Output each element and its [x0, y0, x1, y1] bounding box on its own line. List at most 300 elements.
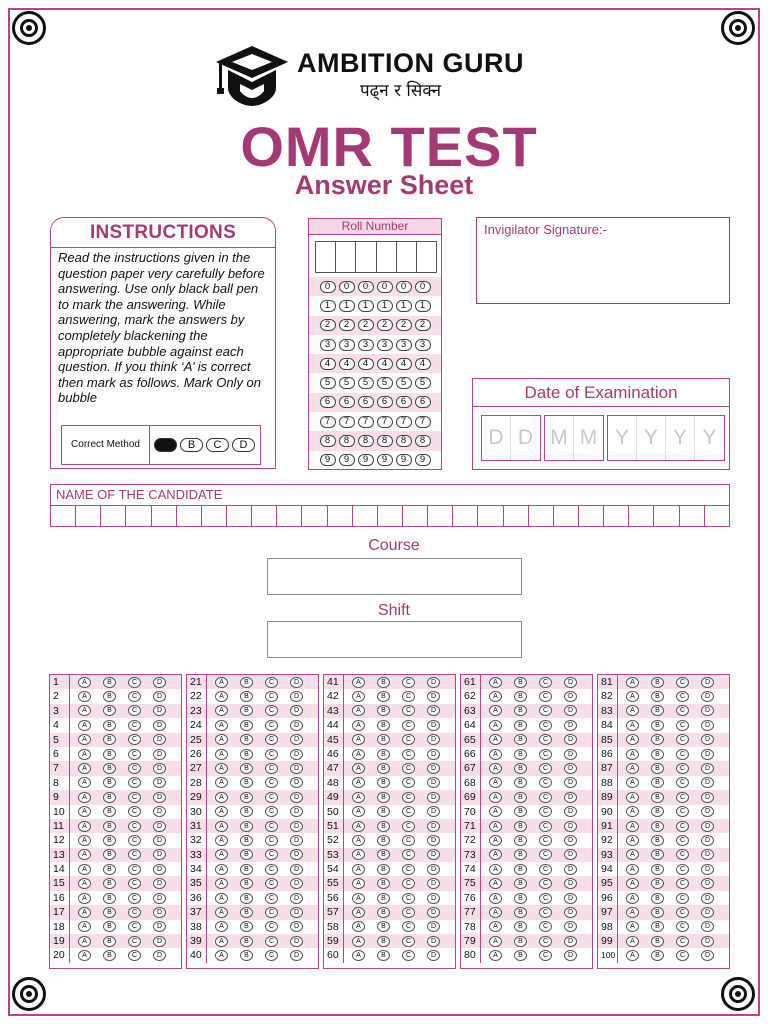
- answer-bubble-a[interactable]: A: [78, 792, 91, 803]
- answer-bubble-a[interactable]: A: [78, 878, 91, 889]
- answer-bubble-d[interactable]: D: [564, 763, 577, 774]
- name-letter-cell[interactable]: [403, 506, 428, 526]
- roll-digit-bubble[interactable]: 2: [339, 319, 355, 331]
- answer-bubble-d[interactable]: D: [564, 921, 577, 932]
- answer-bubble-c[interactable]: C: [402, 821, 415, 832]
- answer-bubble-c[interactable]: C: [402, 849, 415, 860]
- answer-bubble-c[interactable]: C: [539, 849, 552, 860]
- roll-digit-bubble[interactable]: 0: [320, 281, 336, 293]
- roll-digit-bubble[interactable]: 2: [358, 319, 374, 331]
- answer-bubble-c[interactable]: C: [539, 907, 552, 918]
- answer-bubble-a[interactable]: A: [78, 921, 91, 932]
- answer-bubble-a[interactable]: A: [352, 792, 365, 803]
- answer-bubble-d[interactable]: D: [290, 749, 303, 760]
- answer-bubble-b[interactable]: B: [651, 849, 664, 860]
- roll-digit-bubble[interactable]: 6: [339, 396, 355, 408]
- answer-bubble-b[interactable]: B: [240, 907, 253, 918]
- answer-bubble-a[interactable]: A: [626, 691, 639, 702]
- answer-bubble-d[interactable]: D: [153, 907, 166, 918]
- answer-bubble-c[interactable]: C: [539, 821, 552, 832]
- answer-bubble-a[interactable]: A: [352, 734, 365, 745]
- answer-bubble-c[interactable]: C: [128, 749, 141, 760]
- answer-bubble-a[interactable]: A: [215, 878, 228, 889]
- answer-bubble-d[interactable]: D: [427, 849, 440, 860]
- roll-number-entry-boxes[interactable]: [315, 241, 437, 273]
- roll-digit-bubble[interactable]: 4: [396, 358, 412, 370]
- answer-bubble-a[interactable]: A: [215, 720, 228, 731]
- answer-bubble-c[interactable]: C: [539, 893, 552, 904]
- roll-digit-bubble[interactable]: 2: [415, 319, 431, 331]
- name-letter-cell[interactable]: [680, 506, 705, 526]
- answer-bubble-c[interactable]: C: [676, 749, 689, 760]
- roll-digit-bubble[interactable]: 3: [415, 339, 431, 351]
- answer-bubble-a[interactable]: A: [78, 763, 91, 774]
- answer-bubble-c[interactable]: C: [676, 849, 689, 860]
- roll-digit-bubble[interactable]: 7: [415, 416, 431, 428]
- answer-bubble-c[interactable]: C: [539, 705, 552, 716]
- answer-bubble-c[interactable]: C: [402, 936, 415, 947]
- answer-bubble-b[interactable]: B: [377, 821, 390, 832]
- answer-bubble-a[interactable]: A: [78, 734, 91, 745]
- answer-bubble-b[interactable]: B: [377, 936, 390, 947]
- roll-digit-bubble[interactable]: 8: [320, 435, 336, 447]
- answer-bubble-a[interactable]: A: [215, 936, 228, 947]
- answer-bubble-b[interactable]: B: [240, 691, 253, 702]
- answer-bubble-c[interactable]: C: [676, 835, 689, 846]
- answer-bubble-b[interactable]: B: [514, 749, 527, 760]
- answer-bubble-d[interactable]: D: [153, 878, 166, 889]
- answer-bubble-a[interactable]: A: [489, 749, 502, 760]
- answer-bubble-b[interactable]: B: [240, 878, 253, 889]
- answer-bubble-a[interactable]: A: [626, 777, 639, 788]
- answer-bubble-a[interactable]: A: [489, 893, 502, 904]
- answer-bubble-d[interactable]: D: [701, 921, 714, 932]
- roll-digit-bubble[interactable]: 4: [358, 358, 374, 370]
- answer-bubble-a[interactable]: A: [352, 893, 365, 904]
- roll-digit-bubble[interactable]: 8: [415, 435, 431, 447]
- month-cell[interactable]: M: [579, 426, 598, 449]
- roll-digit-bubble[interactable]: 1: [377, 300, 393, 312]
- answer-bubble-a[interactable]: A: [352, 705, 365, 716]
- answer-bubble-b[interactable]: B: [103, 720, 116, 731]
- answer-bubble-d[interactable]: D: [153, 806, 166, 817]
- answer-bubble-a[interactable]: A: [626, 907, 639, 918]
- answer-bubble-a[interactable]: A: [489, 821, 502, 832]
- answer-bubble-b[interactable]: B: [651, 821, 664, 832]
- answer-bubble-a[interactable]: A: [215, 705, 228, 716]
- roll-digit-bubble[interactable]: 6: [396, 396, 412, 408]
- answer-bubble-b[interactable]: B: [651, 777, 664, 788]
- answer-bubble-c[interactable]: C: [676, 792, 689, 803]
- answer-bubble-b[interactable]: B: [377, 691, 390, 702]
- roll-digit-bubble[interactable]: 1: [358, 300, 374, 312]
- answer-bubble-b[interactable]: B: [240, 705, 253, 716]
- answer-bubble-d[interactable]: D: [427, 806, 440, 817]
- answer-bubble-d[interactable]: D: [290, 734, 303, 745]
- answer-bubble-a[interactable]: A: [78, 864, 91, 875]
- answer-bubble-c[interactable]: C: [402, 835, 415, 846]
- answer-bubble-c[interactable]: C: [265, 720, 278, 731]
- answer-bubble-a[interactable]: A: [215, 763, 228, 774]
- answer-bubble-b[interactable]: B: [240, 864, 253, 875]
- answer-bubble-a[interactable]: A: [489, 777, 502, 788]
- answer-bubble-d[interactable]: D: [153, 821, 166, 832]
- answer-bubble-b[interactable]: B: [103, 705, 116, 716]
- answer-bubble-b[interactable]: B: [514, 878, 527, 889]
- answer-bubble-b[interactable]: B: [514, 705, 527, 716]
- answer-bubble-d[interactable]: D: [427, 763, 440, 774]
- answer-bubble-a[interactable]: A: [215, 821, 228, 832]
- answer-bubble-b[interactable]: B: [103, 936, 116, 947]
- answer-bubble-c[interactable]: C: [265, 835, 278, 846]
- roll-digit-bubble[interactable]: 7: [358, 416, 374, 428]
- answer-bubble-d[interactable]: D: [427, 950, 440, 961]
- name-letter-cell[interactable]: [227, 506, 252, 526]
- answer-bubble-a[interactable]: A: [352, 921, 365, 932]
- shift-field[interactable]: [267, 621, 522, 658]
- roll-digit-box[interactable]: [397, 242, 417, 272]
- answer-bubble-d[interactable]: D: [153, 763, 166, 774]
- year-cell[interactable]: Y: [637, 416, 666, 460]
- answer-bubble-b[interactable]: B: [651, 864, 664, 875]
- answer-bubble-c[interactable]: C: [128, 936, 141, 947]
- answer-bubble-c[interactable]: C: [402, 950, 415, 961]
- answer-bubble-d[interactable]: D: [427, 878, 440, 889]
- answer-bubble-b[interactable]: B: [514, 907, 527, 918]
- year-cell[interactable]: Y: [608, 416, 637, 460]
- answer-bubble-b[interactable]: B: [377, 720, 390, 731]
- roll-digit-bubble[interactable]: 5: [358, 377, 374, 389]
- answer-bubble-b[interactable]: B: [377, 734, 390, 745]
- answer-bubble-d[interactable]: D: [153, 777, 166, 788]
- answer-bubble-d[interactable]: D: [701, 806, 714, 817]
- roll-digit-bubble[interactable]: 4: [320, 358, 336, 370]
- answer-bubble-d[interactable]: D: [427, 777, 440, 788]
- answer-bubble-d[interactable]: D: [153, 921, 166, 932]
- answer-bubble-d[interactable]: D: [427, 749, 440, 760]
- answer-bubble-b[interactable]: B: [103, 821, 116, 832]
- answer-bubble-c[interactable]: C: [676, 878, 689, 889]
- answer-bubble-c[interactable]: C: [128, 691, 141, 702]
- roll-digit-bubble[interactable]: 4: [377, 358, 393, 370]
- answer-bubble-a[interactable]: A: [626, 806, 639, 817]
- answer-bubble-d[interactable]: D: [564, 749, 577, 760]
- answer-bubble-b[interactable]: B: [103, 921, 116, 932]
- course-field[interactable]: [267, 558, 522, 595]
- answer-bubble-c[interactable]: C: [128, 907, 141, 918]
- answer-bubble-d[interactable]: D: [153, 864, 166, 875]
- answer-bubble-a[interactable]: A: [626, 763, 639, 774]
- answer-bubble-c[interactable]: C: [265, 878, 278, 889]
- answer-bubble-c[interactable]: C: [265, 705, 278, 716]
- answer-bubble-d[interactable]: D: [564, 806, 577, 817]
- answer-bubble-d[interactable]: D: [564, 936, 577, 947]
- answer-bubble-b[interactable]: B: [103, 777, 116, 788]
- answer-bubble-c[interactable]: C: [128, 777, 141, 788]
- answer-bubble-a[interactable]: A: [489, 864, 502, 875]
- name-letter-cell[interactable]: [654, 506, 679, 526]
- answer-bubble-a[interactable]: A: [489, 792, 502, 803]
- answer-bubble-a[interactable]: A: [352, 936, 365, 947]
- answer-bubble-d[interactable]: D: [290, 950, 303, 961]
- answer-bubble-c[interactable]: C: [402, 907, 415, 918]
- answer-bubble-a[interactable]: A: [352, 777, 365, 788]
- roll-digit-bubble[interactable]: 3: [377, 339, 393, 351]
- answer-bubble-a[interactable]: A: [215, 849, 228, 860]
- answer-bubble-d[interactable]: D: [153, 720, 166, 731]
- roll-digit-bubble[interactable]: 5: [320, 377, 336, 389]
- answer-bubble-a[interactable]: A: [626, 821, 639, 832]
- roll-digit-bubble[interactable]: 7: [339, 416, 355, 428]
- answer-bubble-b[interactable]: B: [651, 950, 664, 961]
- answer-bubble-c[interactable]: C: [676, 677, 689, 688]
- answer-bubble-d[interactable]: D: [701, 950, 714, 961]
- answer-bubble-b[interactable]: B: [514, 821, 527, 832]
- answer-bubble-b[interactable]: B: [651, 878, 664, 889]
- answer-bubble-a[interactable]: A: [215, 835, 228, 846]
- answer-bubble-d[interactable]: D: [153, 734, 166, 745]
- answer-bubble-d[interactable]: D: [153, 705, 166, 716]
- answer-bubble-d[interactable]: D: [564, 734, 577, 745]
- answer-bubble-a[interactable]: A: [489, 806, 502, 817]
- answer-bubble-d[interactable]: D: [427, 705, 440, 716]
- answer-bubble-d[interactable]: D: [427, 821, 440, 832]
- answer-bubble-c[interactable]: C: [676, 720, 689, 731]
- answer-bubble-d[interactable]: D: [427, 921, 440, 932]
- answer-bubble-c[interactable]: C: [265, 936, 278, 947]
- roll-digit-bubble[interactable]: 9: [339, 454, 355, 466]
- answer-bubble-c[interactable]: C: [265, 907, 278, 918]
- roll-digit-bubble[interactable]: 9: [377, 454, 393, 466]
- answer-bubble-a[interactable]: A: [489, 720, 502, 731]
- roll-digit-bubble[interactable]: 0: [358, 281, 374, 293]
- answer-bubble-c[interactable]: C: [539, 691, 552, 702]
- answer-bubble-c[interactable]: C: [265, 749, 278, 760]
- answer-bubble-a[interactable]: A: [626, 878, 639, 889]
- answer-bubble-d[interactable]: D: [564, 950, 577, 961]
- name-letter-cell[interactable]: [705, 506, 729, 526]
- answer-bubble-b[interactable]: B: [103, 950, 116, 961]
- roll-digit-bubble[interactable]: 1: [415, 300, 431, 312]
- answer-bubble-d[interactable]: D: [564, 835, 577, 846]
- answer-bubble-a[interactable]: A: [78, 720, 91, 731]
- name-letter-cell[interactable]: [604, 506, 629, 526]
- name-letter-cell[interactable]: [629, 506, 654, 526]
- answer-bubble-a[interactable]: A: [352, 907, 365, 918]
- answer-bubble-b[interactable]: B: [240, 734, 253, 745]
- answer-bubble-d[interactable]: D: [701, 734, 714, 745]
- answer-bubble-c[interactable]: C: [402, 777, 415, 788]
- answer-bubble-a[interactable]: A: [626, 749, 639, 760]
- invigilator-signature-box[interactable]: [476, 217, 730, 304]
- answer-bubble-c[interactable]: C: [676, 921, 689, 932]
- answer-bubble-c[interactable]: C: [265, 691, 278, 702]
- answer-bubble-b[interactable]: B: [377, 921, 390, 932]
- answer-bubble-b[interactable]: B: [514, 677, 527, 688]
- answer-bubble-a[interactable]: A: [626, 921, 639, 932]
- roll-digit-bubble[interactable]: 6: [415, 396, 431, 408]
- answer-bubble-b[interactable]: B: [377, 849, 390, 860]
- answer-bubble-d[interactable]: D: [701, 821, 714, 832]
- answer-bubble-a[interactable]: A: [626, 893, 639, 904]
- answer-bubble-d[interactable]: D: [290, 878, 303, 889]
- answer-bubble-a[interactable]: A: [352, 950, 365, 961]
- name-letter-cell[interactable]: [51, 506, 76, 526]
- answer-bubble-b[interactable]: B: [240, 921, 253, 932]
- answer-bubble-d[interactable]: D: [290, 821, 303, 832]
- roll-digit-bubble[interactable]: 9: [415, 454, 431, 466]
- answer-bubble-c[interactable]: C: [402, 734, 415, 745]
- answer-bubble-b[interactable]: B: [651, 835, 664, 846]
- answer-bubble-b[interactable]: B: [514, 734, 527, 745]
- answer-bubble-c[interactable]: C: [265, 950, 278, 961]
- roll-digit-bubble[interactable]: 7: [377, 416, 393, 428]
- answer-bubble-b[interactable]: B: [103, 749, 116, 760]
- answer-bubble-b[interactable]: B: [377, 677, 390, 688]
- answer-bubble-c[interactable]: C: [402, 893, 415, 904]
- roll-digit-bubble[interactable]: 7: [320, 416, 336, 428]
- answer-bubble-b[interactable]: B: [377, 792, 390, 803]
- answer-bubble-c[interactable]: C: [265, 734, 278, 745]
- roll-digit-box[interactable]: [316, 242, 336, 272]
- answer-bubble-b[interactable]: B: [240, 821, 253, 832]
- answer-bubble-c[interactable]: C: [539, 777, 552, 788]
- roll-digit-bubble[interactable]: 3: [396, 339, 412, 351]
- roll-digit-bubble[interactable]: 2: [396, 319, 412, 331]
- answer-bubble-c[interactable]: C: [402, 921, 415, 932]
- answer-bubble-a[interactable]: A: [78, 849, 91, 860]
- answer-bubble-d[interactable]: D: [427, 835, 440, 846]
- answer-bubble-d[interactable]: D: [564, 878, 577, 889]
- answer-bubble-d[interactable]: D: [290, 936, 303, 947]
- answer-bubble-c[interactable]: C: [265, 792, 278, 803]
- answer-bubble-b[interactable]: B: [103, 893, 116, 904]
- answer-bubble-b[interactable]: B: [377, 878, 390, 889]
- answer-bubble-c[interactable]: C: [128, 720, 141, 731]
- answer-bubble-d[interactable]: D: [701, 907, 714, 918]
- answer-bubble-c[interactable]: C: [539, 792, 552, 803]
- answer-bubble-d[interactable]: D: [290, 720, 303, 731]
- answer-bubble-d[interactable]: D: [290, 777, 303, 788]
- answer-bubble-a[interactable]: A: [489, 921, 502, 932]
- roll-digit-bubble[interactable]: 8: [377, 435, 393, 447]
- answer-bubble-b[interactable]: B: [651, 763, 664, 774]
- answer-bubble-d[interactable]: D: [701, 677, 714, 688]
- answer-bubble-c[interactable]: C: [402, 806, 415, 817]
- answer-bubble-a[interactable]: A: [215, 777, 228, 788]
- answer-bubble-b[interactable]: B: [240, 835, 253, 846]
- answer-bubble-d[interactable]: D: [564, 864, 577, 875]
- answer-bubble-d[interactable]: D: [564, 691, 577, 702]
- answer-bubble-b[interactable]: B: [514, 893, 527, 904]
- day-cell[interactable]: D: [517, 426, 534, 449]
- answer-bubble-c[interactable]: C: [128, 705, 141, 716]
- answer-bubble-a[interactable]: A: [215, 950, 228, 961]
- answer-bubble-a[interactable]: A: [489, 835, 502, 846]
- answer-bubble-a[interactable]: A: [352, 821, 365, 832]
- answer-bubble-a[interactable]: A: [352, 677, 365, 688]
- roll-digit-bubble[interactable]: 5: [339, 377, 355, 389]
- answer-bubble-d[interactable]: D: [564, 720, 577, 731]
- answer-bubble-d[interactable]: D: [564, 677, 577, 688]
- answer-bubble-d[interactable]: D: [427, 792, 440, 803]
- answer-bubble-c[interactable]: C: [128, 677, 141, 688]
- answer-bubble-b[interactable]: B: [514, 691, 527, 702]
- answer-bubble-c[interactable]: C: [265, 677, 278, 688]
- answer-bubble-a[interactable]: A: [626, 720, 639, 731]
- roll-digit-box[interactable]: [377, 242, 397, 272]
- answer-bubble-d[interactable]: D: [701, 792, 714, 803]
- answer-bubble-d[interactable]: D: [290, 677, 303, 688]
- answer-bubble-c[interactable]: C: [676, 691, 689, 702]
- answer-bubble-d[interactable]: D: [290, 864, 303, 875]
- answer-bubble-d[interactable]: D: [427, 691, 440, 702]
- answer-bubble-a[interactable]: A: [489, 907, 502, 918]
- roll-digit-bubble[interactable]: 6: [377, 396, 393, 408]
- roll-digit-bubble[interactable]: 8: [339, 435, 355, 447]
- answer-bubble-c[interactable]: C: [676, 864, 689, 875]
- answer-bubble-b[interactable]: B: [651, 749, 664, 760]
- answer-bubble-b[interactable]: B: [514, 806, 527, 817]
- answer-bubble-d[interactable]: D: [427, 720, 440, 731]
- answer-bubble-c[interactable]: C: [676, 734, 689, 745]
- answer-bubble-a[interactable]: A: [626, 705, 639, 716]
- answer-bubble-d[interactable]: D: [701, 705, 714, 716]
- answer-bubble-a[interactable]: A: [78, 821, 91, 832]
- answer-bubble-b[interactable]: B: [377, 806, 390, 817]
- answer-bubble-a[interactable]: A: [215, 893, 228, 904]
- name-letter-cell[interactable]: [126, 506, 151, 526]
- name-letter-cell[interactable]: [478, 506, 503, 526]
- answer-bubble-c[interactable]: C: [402, 691, 415, 702]
- answer-bubble-d[interactable]: D: [153, 849, 166, 860]
- answer-bubble-b[interactable]: B: [240, 749, 253, 760]
- answer-bubble-c[interactable]: C: [128, 849, 141, 860]
- answer-bubble-c[interactable]: C: [128, 734, 141, 745]
- answer-bubble-a[interactable]: A: [352, 849, 365, 860]
- year-cell[interactable]: Y: [666, 416, 695, 460]
- answer-bubble-b[interactable]: B: [514, 950, 527, 961]
- answer-bubble-b[interactable]: B: [240, 893, 253, 904]
- answer-bubble-a[interactable]: A: [489, 677, 502, 688]
- answer-bubble-b[interactable]: B: [651, 677, 664, 688]
- answer-bubble-b[interactable]: B: [651, 921, 664, 932]
- answer-bubble-d[interactable]: D: [701, 720, 714, 731]
- answer-bubble-a[interactable]: A: [78, 691, 91, 702]
- answer-bubble-a[interactable]: A: [78, 835, 91, 846]
- name-letter-cell[interactable]: [202, 506, 227, 526]
- roll-digit-box[interactable]: [356, 242, 376, 272]
- answer-bubble-d[interactable]: D: [153, 893, 166, 904]
- answer-bubble-a[interactable]: A: [489, 705, 502, 716]
- answer-bubble-a[interactable]: A: [352, 835, 365, 846]
- name-letter-cell[interactable]: [579, 506, 604, 526]
- answer-bubble-c[interactable]: C: [128, 792, 141, 803]
- answer-bubble-a[interactable]: A: [78, 749, 91, 760]
- answer-bubble-b[interactable]: B: [651, 936, 664, 947]
- name-letter-cell[interactable]: [554, 506, 579, 526]
- answer-bubble-a[interactable]: A: [352, 763, 365, 774]
- roll-digit-bubble[interactable]: 0: [396, 281, 412, 293]
- roll-digit-box[interactable]: [336, 242, 356, 272]
- answer-bubble-b[interactable]: B: [103, 734, 116, 745]
- answer-bubble-b[interactable]: B: [103, 691, 116, 702]
- answer-bubble-c[interactable]: C: [539, 749, 552, 760]
- answer-bubble-d[interactable]: D: [427, 893, 440, 904]
- answer-bubble-a[interactable]: A: [489, 878, 502, 889]
- answer-bubble-b[interactable]: B: [377, 835, 390, 846]
- answer-bubble-d[interactable]: D: [153, 792, 166, 803]
